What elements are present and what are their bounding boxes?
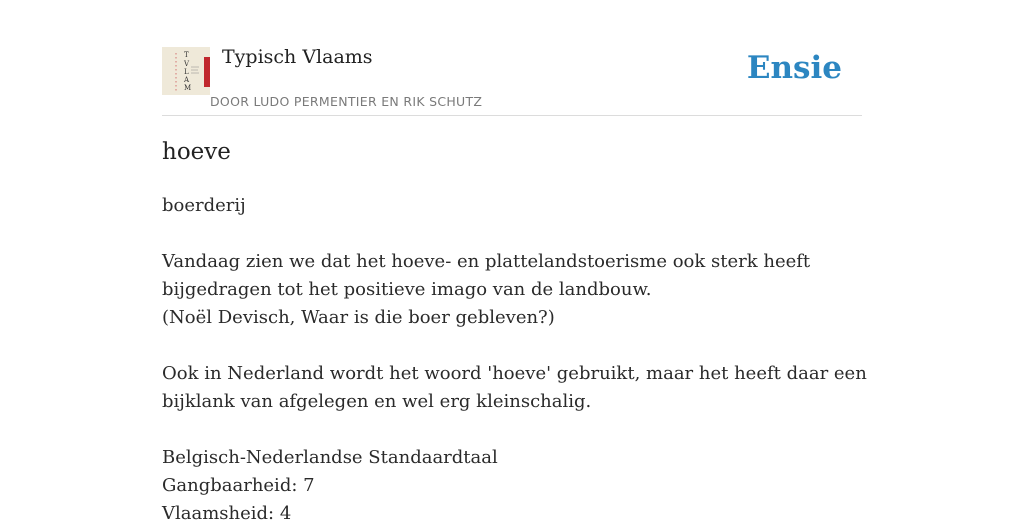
ensie-logo-link[interactable]: Ensie [746, 50, 842, 86]
dictionary-header [162, 44, 862, 116]
svg-text:M: M [184, 84, 192, 92]
svg-text:T: T [184, 51, 189, 59]
definition-line: (Noël Devisch, Waar is die boer gebleven?) [162, 307, 555, 328]
definition-line: bijklank van afgelegen en wel erg kleinschalig. [162, 391, 592, 412]
svg-text:L: L [184, 68, 189, 76]
entry-definition [162, 192, 867, 528]
definition-line: boerderij [162, 195, 246, 216]
paragraph-gap [162, 332, 862, 360]
definition-line: Ook in Nederland wordt het woord 'hoeve' gebruikt, maar het heeft daar een [162, 363, 867, 384]
definition-line: bijgedragen tot het positieve imago van de landbouw. [162, 279, 652, 300]
paragraph-gap [162, 220, 862, 248]
dictionary-authors: DOOR LUDO PERMENTIER EN RIK SCHUTZ [210, 94, 483, 109]
dictionary-title[interactable]: Typisch Vlaams [222, 46, 373, 68]
definition-line: Gangbaarheid: 7 [162, 475, 315, 496]
entry-word: hoeve [162, 139, 231, 165]
definition-line: Vandaag zien we dat het hoeve- en plattelandstoerisme ook sterk heeft [162, 251, 811, 272]
svg-text:V: V [184, 60, 190, 68]
definition-line: Belgisch-Nederlandse Standaardtaal [162, 447, 498, 468]
paragraph-gap [162, 416, 862, 444]
definition-line: Vlaamsheid: 4 [162, 503, 292, 524]
svg-text:A: A [184, 76, 190, 84]
dictionary-cover-icon[interactable] [162, 47, 210, 95]
